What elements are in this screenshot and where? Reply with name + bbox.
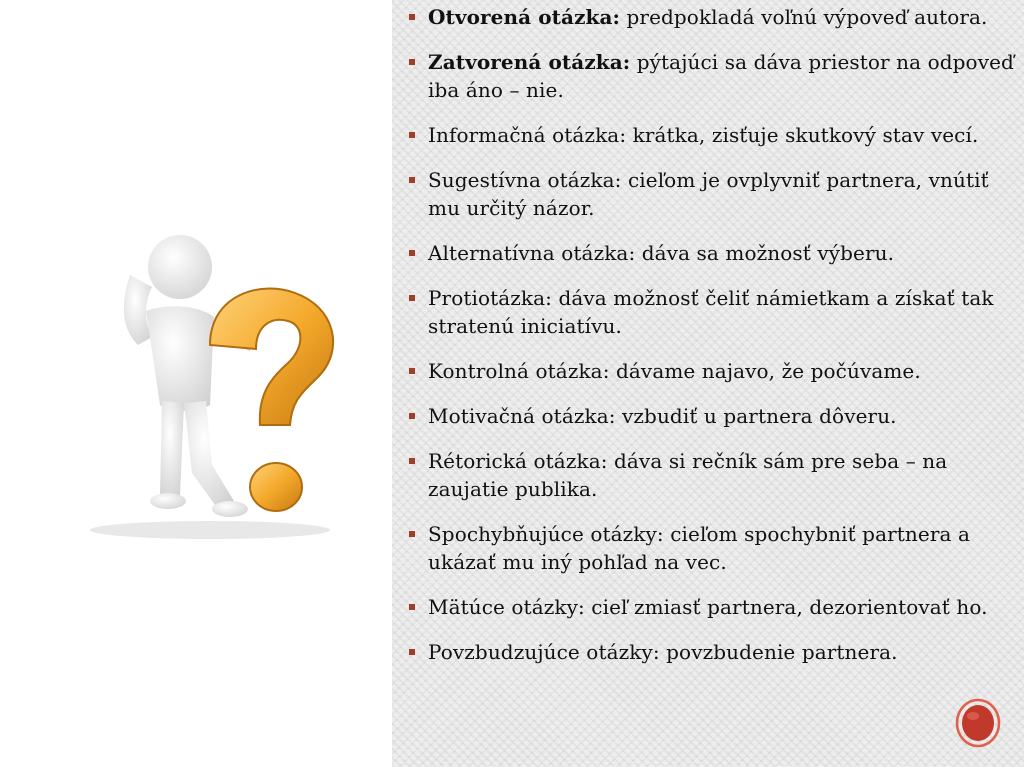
bullet-text: Motivačná otázka: vzbudiť u partnera dôveru. [428,404,897,428]
bullet-marker [409,59,415,65]
list-item [406,166,1018,222]
bullet-term: Zatvorená otázka: [428,50,631,74]
next-slide-button[interactable] [955,698,1001,748]
bullet-list [406,3,1018,683]
question-mark [210,289,333,511]
bullet-marker [409,132,415,138]
bullet-text: Mätúce otázky: cieľ zmiasť partnera, dezorientovať ho. [428,595,988,619]
list-item [406,3,1018,31]
bullet-text: Protiotázka: dáva možnosť čeliť námietkam a získať tak stratenú iniciatívu. [428,286,994,338]
list-item [406,48,1018,104]
list-item [406,520,1018,576]
bullet-text: Spochybňujúce otázky: cieľom spochybniť partnera a ukázať mu iný pohľad na vec. [428,522,970,574]
list-item [406,239,1018,267]
list-item [406,638,1018,666]
bullet-marker [409,531,415,537]
list-item [406,447,1018,503]
bullet-text: Informačná otázka: krátka, zisťuje skutkový stav vecí. [428,123,979,147]
bullet-marker [409,14,415,20]
list-item [406,357,1018,385]
person-question-mark-icon [60,225,370,545]
bullet-marker [409,250,415,256]
bullet-marker [409,604,415,610]
bullet-marker [409,177,415,183]
bullet-marker [409,368,415,374]
bullet-marker [409,295,415,301]
list-item [406,593,1018,621]
list-item [406,284,1018,340]
bullet-text: pýtajúci sa dáva priestor na odpoveď iba áno – nie. [428,50,1014,102]
bullet-text: Rétorická otázka: dáva si rečník sám pre seba – na zaujatie publika. [428,449,948,501]
person-figure [124,235,256,517]
bullet-text: Povzbudzujúce otázky: povzbudenie partnera. [428,640,898,664]
list-item [406,121,1018,149]
list-item [406,402,1018,430]
bullet-marker [409,413,415,419]
bullet-marker [409,458,415,464]
bullet-term: Otvorená otázka: [428,5,621,29]
bullet-text: Kontrolná otázka: dávame najavo, že počúvame. [428,359,921,383]
bullet-marker [409,649,415,655]
bullet-text: Sugestívna otázka: cieľom je ovplyvniť partnera, vnútiť mu určitý názor. [428,168,989,220]
bullet-text: predpokladá voľnú výpoveď autora. [620,5,988,29]
left-panel [0,0,393,767]
bullet-text: Alternatívna otázka: dáva sa možnosť výberu. [428,241,895,265]
